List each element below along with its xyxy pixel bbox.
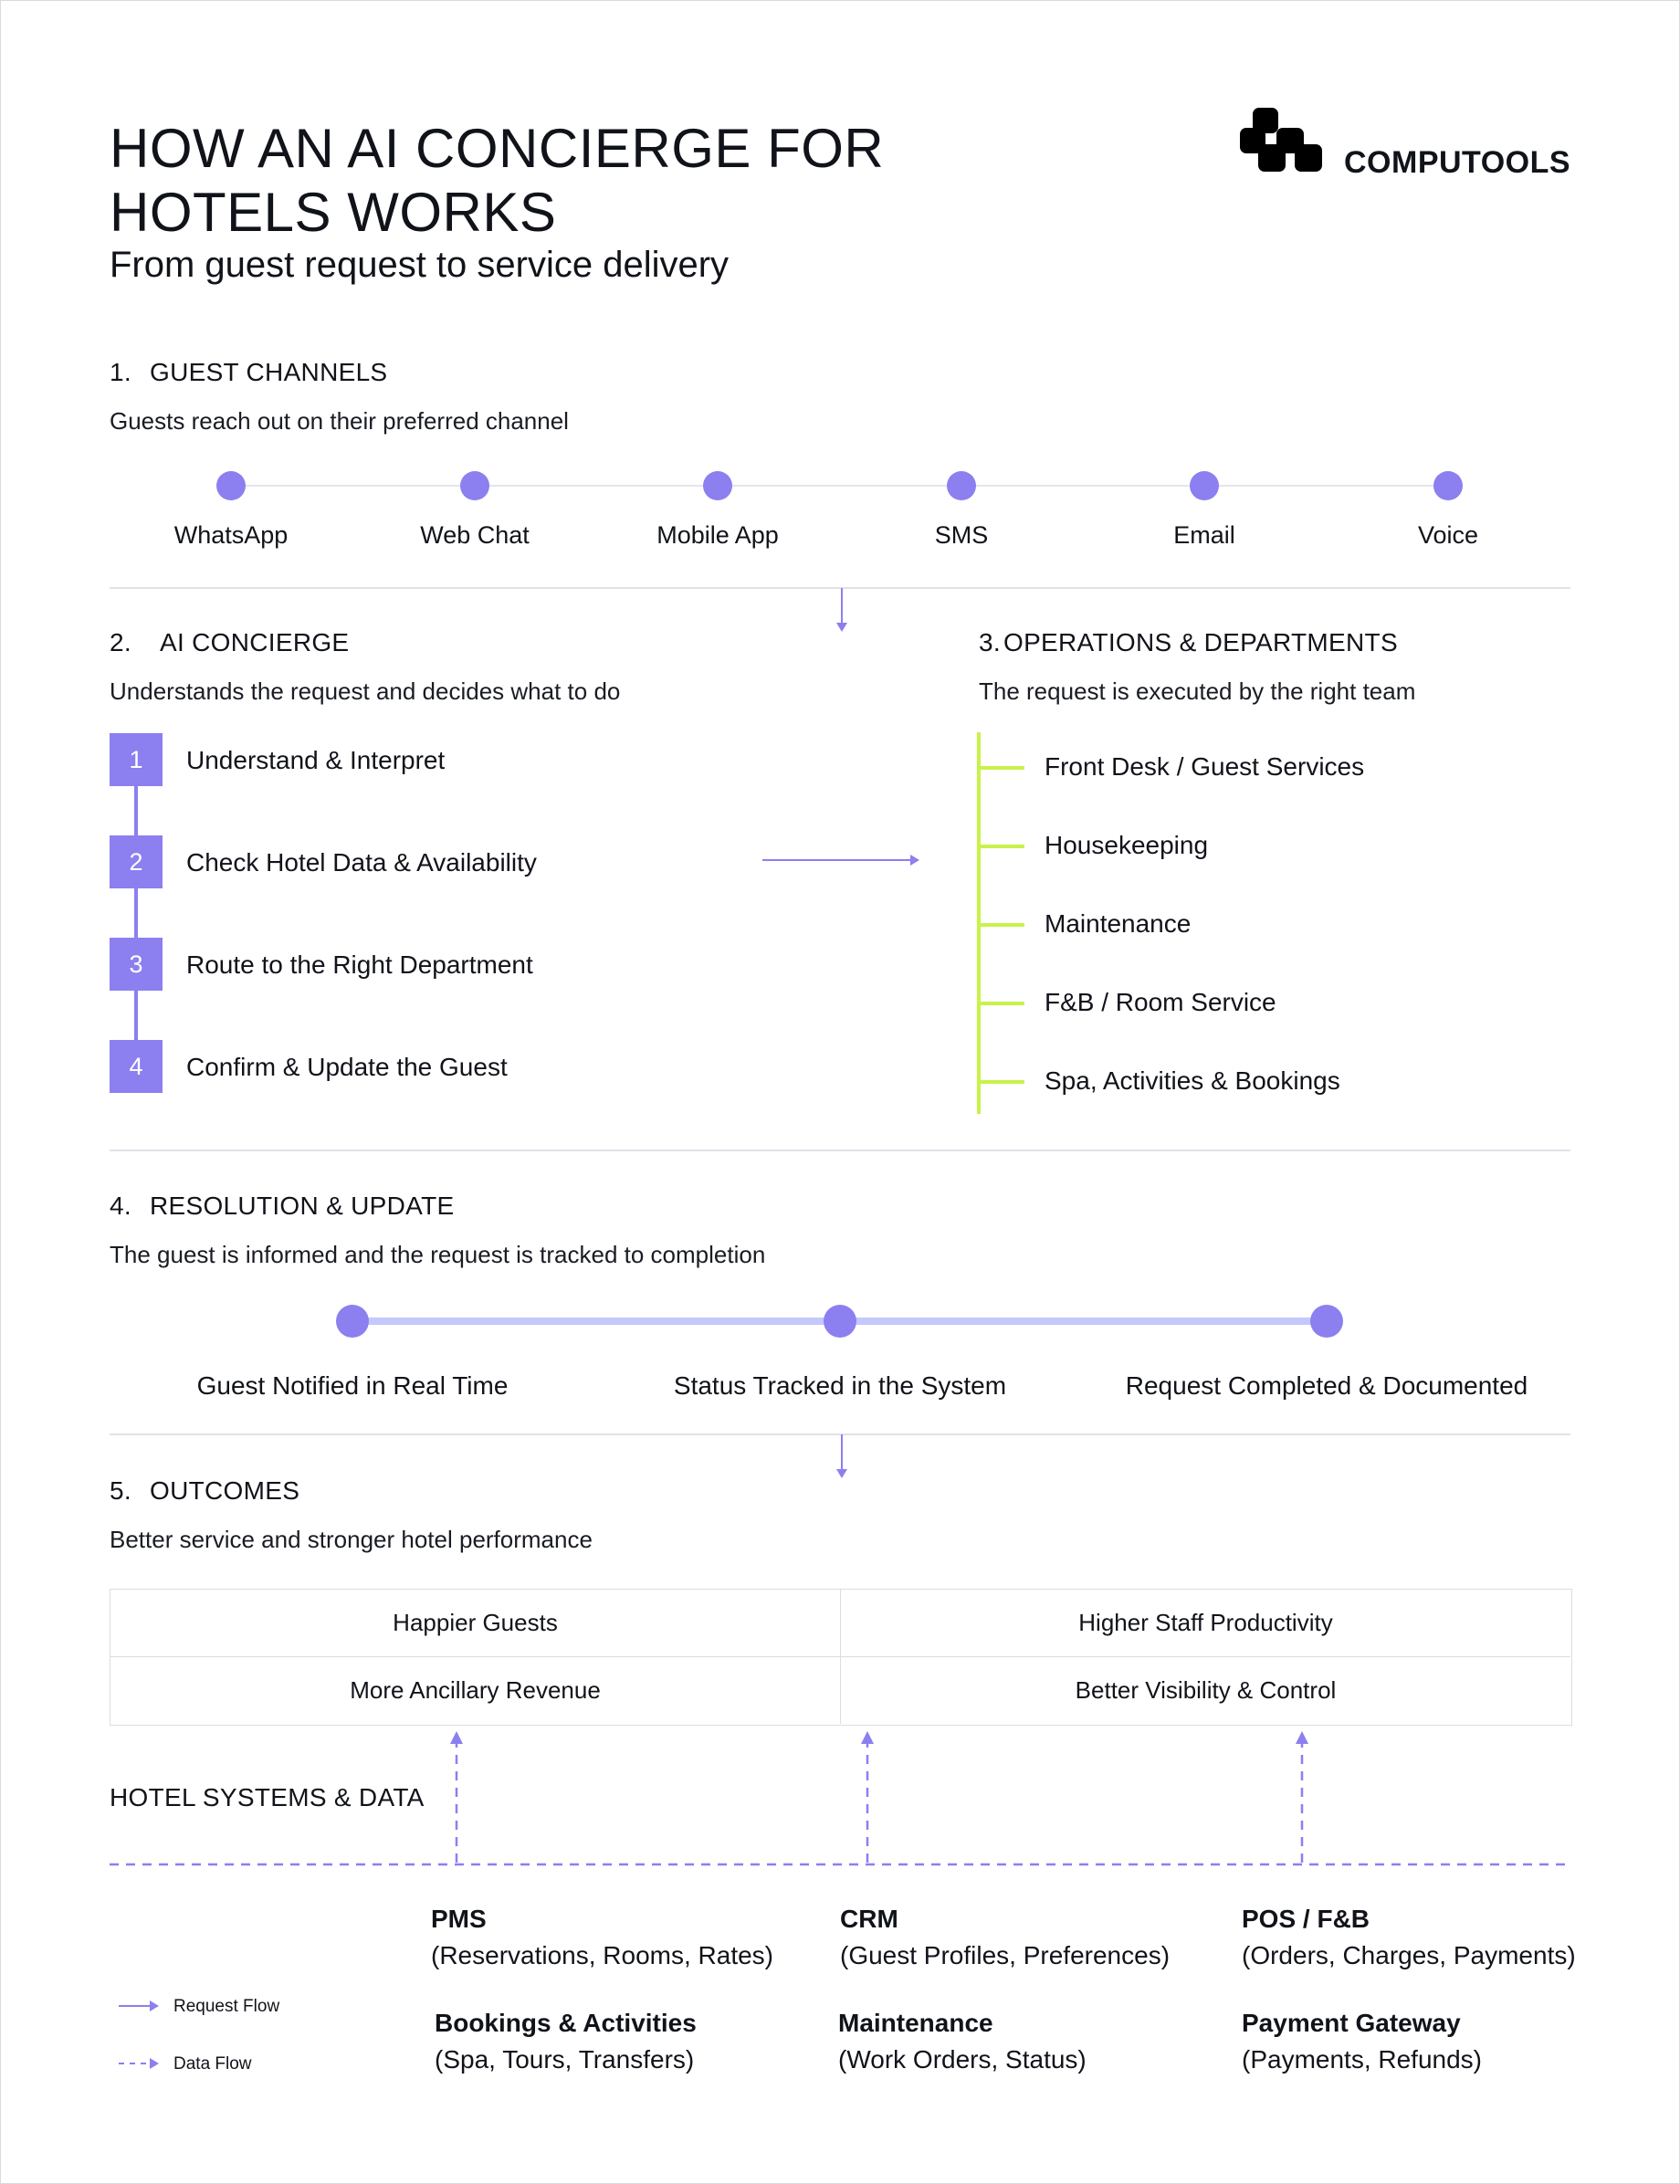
section-1-description: Guests reach out on their preferred channel [110,407,569,435]
channel-dot-mobile-app [703,471,732,500]
department-maintenance: Maintenance [1045,909,1192,938]
section-3-number: 3. [979,628,1001,656]
divider-2 [110,1150,1570,1151]
section-1-number: 1. [110,358,131,386]
step-3-label: Route to the Right Department [186,950,533,979]
department-tick-1 [981,766,1024,770]
section-2-description: Understands the request and decides what to do [110,677,621,705]
channel-dot-web-chat [460,471,489,500]
channel-label-web-chat: Web Chat [420,521,530,549]
system-crm-name: CRM [840,1905,898,1933]
steps-connector-line [134,785,138,1070]
system-pos-desc: (Orders, Charges, Payments) [1242,1941,1576,1969]
section-2-title: AI CONCIERGE [160,628,350,656]
section-3-title: OPERATIONS & DEPARTMENTS [1003,628,1398,656]
department-tick-4 [981,1002,1024,1005]
resolution-dot-completed [1310,1305,1343,1338]
outcome-visibility-control: Better Visibility & Control [840,1656,1570,1724]
system-bookings-name: Bookings & Activities [435,2009,697,2037]
department-housekeeping: Housekeeping [1045,831,1209,859]
section-4-number: 4. [110,1192,131,1220]
page-subtitle: From guest request to service delivery [110,245,730,285]
step-2-badge: 2 [110,835,163,888]
outcomes-grid [110,1589,1572,1726]
channel-label-email: Email [1173,521,1235,549]
section-5-description: Better service and stronger hotel performance [110,1526,593,1553]
system-crm-desc: (Guest Profiles, Preferences) [840,1941,1171,1969]
system-bookings-desc: (Spa, Tours, Transfers) [435,2045,695,2074]
step-3-badge: 3 [110,938,163,991]
department-front-desk: Front Desk / Guest Services [1045,752,1365,781]
request-flow-arrow-down-2 [833,1434,851,1480]
computools-logo-icon [1240,108,1324,177]
outcome-staff-productivity: Higher Staff Productivity [840,1590,1570,1656]
step-4-badge: 4 [110,1040,163,1093]
section-5-title: OUTCOMES [150,1476,300,1505]
system-payment-gateway-desc: (Payments, Refunds) [1242,2045,1482,2074]
channel-label-sms: SMS [934,521,989,549]
section-5-number: 5. [110,1476,131,1505]
department-tick-3 [981,923,1024,927]
channel-label-voice: Voice [1417,521,1479,549]
channel-label-whatsapp: WhatsApp [173,521,289,549]
department-tick-2 [981,845,1024,848]
section-2-number: 2. [110,628,131,656]
legend-request-flow-label: Request Flow [173,1997,280,2016]
resolution-label-tracked: Status Tracked in the System [673,1371,1007,1400]
system-maintenance-name: Maintenance [838,2009,993,2037]
department-spa-activities: Spa, Activities & Bookings [1045,1066,1340,1095]
system-payment-gateway-name: Payment Gateway [1242,2009,1461,2037]
system-pms-desc: (Reservations, Rooms, Rates) [431,1941,774,1969]
step-1-label: Understand & Interpret [186,746,446,774]
resolution-label-notified: Guest Notified in Real Time [196,1371,509,1400]
step-1-badge: 1 [110,733,163,786]
brand-name: COMPUTOOLS [1344,145,1571,180]
step-2-label: Check Hotel Data & Availability [186,848,537,877]
step-4-label: Confirm & Update the Guest [186,1053,508,1081]
page-title: HOW AN AI CONCIERGE FOR HOTELS WORKS [110,118,885,243]
request-flow-arrow-right [762,851,922,869]
request-flow-arrow-down-1 [833,588,851,634]
section-4-description: The guest is informed and the request is tracked to completion [110,1241,766,1268]
section-4-title: RESOLUTION & UPDATE [150,1192,455,1220]
resolution-dot-tracked [824,1305,856,1338]
channel-dot-sms [947,471,976,500]
hotel-systems-title: HOTEL SYSTEMS & DATA [110,1783,425,1811]
legend-data-flow-label: Data Flow [173,2054,252,2074]
department-fnb-room-service: F&B / Room Service [1045,988,1276,1016]
system-pms-name: PMS [431,1905,487,1933]
channel-label-mobile-app: Mobile App [656,521,779,549]
section-1-title: GUEST CHANNELS [150,358,388,386]
outcome-happier-guests: Happier Guests [393,1609,558,1636]
channel-dot-voice [1433,471,1463,500]
channel-dot-email [1190,471,1219,500]
resolution-dot-notified [336,1305,369,1338]
section-3-description: The request is executed by the right team [979,677,1416,705]
system-maintenance-desc: (Work Orders, Status) [838,2045,1087,2074]
legend-data-flow-icon [117,2054,161,2073]
resolution-label-completed: Request Completed & Documented [1125,1371,1528,1400]
outcome-ancillary-revenue: More Ancillary Revenue [110,1656,840,1724]
channel-dot-whatsapp [216,471,246,500]
channels-connector-line [231,485,1449,487]
department-tick-5 [981,1080,1024,1084]
system-pos-name: POS / F&B [1242,1905,1370,1933]
legend-request-flow-icon [117,1997,161,2015]
